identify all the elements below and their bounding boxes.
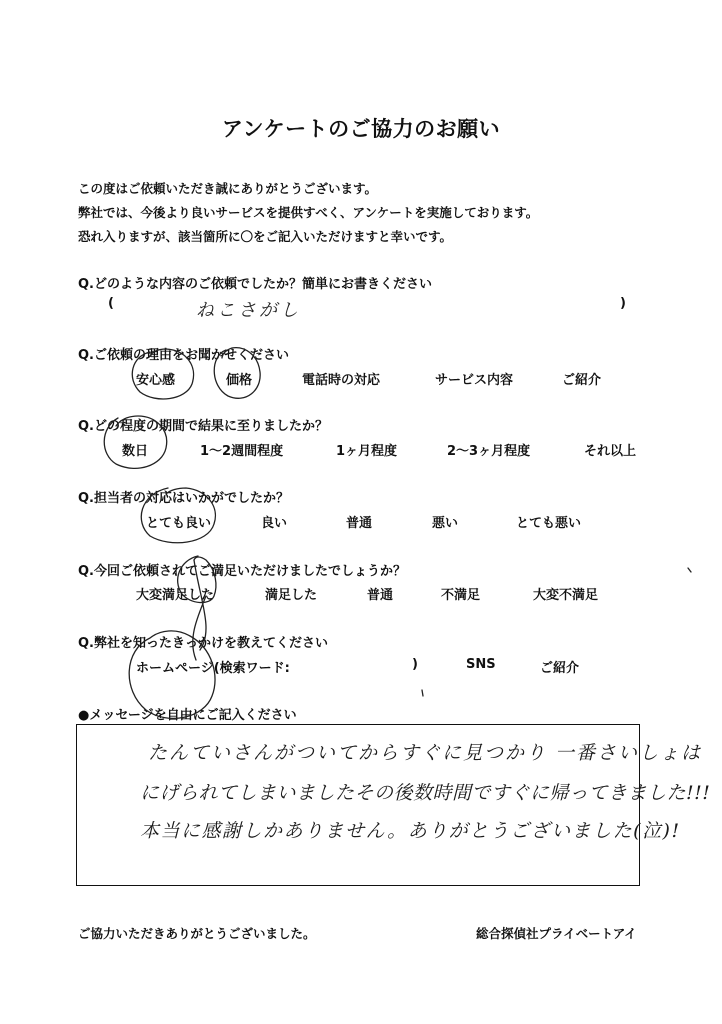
q1-open-paren: ( (108, 296, 114, 311)
q4-option-totemo-warui[interactable]: とても悪い (516, 516, 582, 531)
question-4: Q.担当者の対応はいかがでしたか？ (78, 491, 289, 506)
q3-option-1-2-weeks[interactable]: 1～2週間程度 (200, 444, 284, 459)
message-line-3: 本当に感謝しかありません。ありがとうございました(泣)! (140, 820, 681, 842)
intro-line-2: 弊社では、今後より良いサービスを提供すべく、アンケートを実施しております。 (78, 205, 539, 220)
question-3: Q.どの程度の期間で結果に至りましたか？ (78, 419, 328, 434)
question-1: Q.どのような内容のご依頼でしたか？簡単にお書きください (78, 277, 432, 292)
q2-option-goshoukai[interactable]: ご紹介 (562, 373, 602, 388)
q5-option-manzoku[interactable]: 満足した (265, 588, 318, 603)
q5-option-fumanzoku[interactable]: 不満足 (441, 588, 481, 603)
stray-mark (688, 568, 691, 572)
question-5: Q.今回ご依頼されてご満足いただけましたでしょうか？ (78, 564, 406, 579)
q4-option-totemo-yoi[interactable]: とても良い (146, 516, 212, 531)
intro-line-3: 恐れ入りますが、該当箇所に〇をご記入いただけますと幸いです。 (78, 229, 453, 244)
circle-mark-anshinkan (132, 349, 193, 399)
q1-handwritten-answer[interactable]: ねこさがし (196, 300, 301, 321)
q6-option-sns[interactable]: SNS (466, 657, 496, 672)
question-2: Q.ご依頼の理由をお聞かせください (78, 348, 289, 363)
connector-stroke (193, 560, 206, 660)
q3-option-2-3-months[interactable]: 2～3ヶ月程度 (447, 444, 531, 459)
footer-thanks: ご協力いただきありがとうございました。 (78, 926, 316, 941)
question-6: Q.弊社を知ったきっかけを教えてください (78, 636, 328, 651)
message-line-1: たんていさんがついてからすぐに見つかり 一番さいしょは (148, 742, 703, 764)
stray-mark (422, 690, 423, 696)
q3-option-1-month[interactable]: 1ヶ月程度 (336, 444, 398, 459)
circle-mark-totemo-yoi (141, 488, 215, 543)
circle-mark-homepage (129, 631, 215, 719)
q4-option-warui[interactable]: 悪い (432, 516, 459, 531)
q2-option-anshinkan[interactable]: 安心感 (136, 373, 176, 388)
q3-option-suujitsu[interactable]: 数日 (122, 444, 149, 459)
q5-option-taihen-manzoku[interactable]: 大変満足した (136, 588, 215, 603)
q2-option-service-naiyou[interactable]: サービス内容 (435, 373, 514, 388)
q3-option-sore-ijou[interactable]: それ以上 (584, 444, 637, 459)
q2-option-denwa-taiou[interactable]: 電話時の対応 (302, 373, 381, 388)
q6-option-goshoukai[interactable]: ご紹介 (540, 661, 580, 676)
q5-option-futsuu[interactable]: 普通 (367, 588, 394, 603)
q4-option-yoi[interactable]: 良い (261, 516, 288, 531)
page-title: アンケートのご協力のお願い (221, 117, 501, 141)
intro-line-1: この度はご依頼いただき誠にありがとうございます。 (78, 181, 378, 196)
q1-close-paren: ) (620, 296, 626, 311)
q4-option-futsuu[interactable]: 普通 (346, 516, 373, 531)
circle-mark-taihen-manzoku (178, 556, 216, 603)
message-line-2: にげられてしまいましたその後数時間ですぐに帰ってきました!!! (140, 782, 711, 804)
circle-mark-kakaku (214, 348, 260, 399)
q2-option-kakaku[interactable]: 価格 (226, 373, 253, 388)
q5-option-taihen-fumanzoku[interactable]: 大変不満足 (533, 588, 599, 603)
footer-company: 総合探偵社プライベートアイ (476, 926, 637, 941)
q6-option-homepage[interactable]: ホームページ(検索ワード: (136, 661, 290, 676)
message-heading: ●メッセージを自由にご記入ください (78, 708, 297, 723)
q6-close-paren: ) (412, 657, 418, 672)
circle-mark-suujitsu (104, 416, 166, 468)
